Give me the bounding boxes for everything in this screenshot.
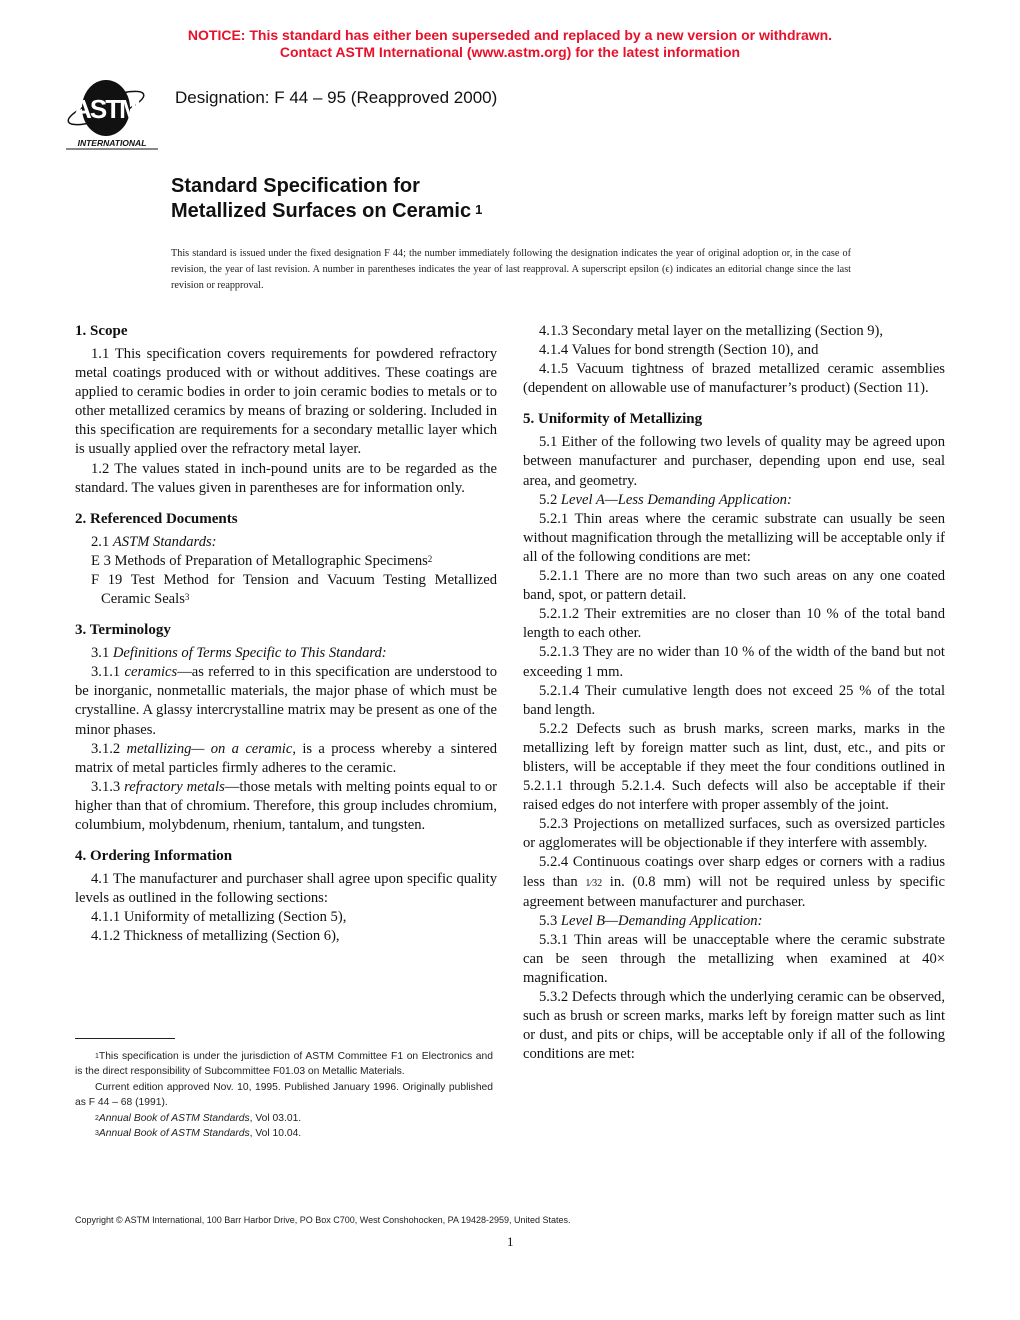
title-line-2: Metallized Surfaces on Ceramic $^1$	[171, 200, 483, 222]
paragraph: 5.3.1 Thin areas will be unacceptable where the ceramic substrate can be seen through the metallizing when examined at 40× magnification.	[523, 931, 945, 986]
definition: 3.1.2 metallizing— on a ceramic, is a process whereby a sintered matrix of metal particles firmly adheres to the ceramic.	[75, 740, 497, 776]
page-number: 1	[507, 1234, 514, 1249]
astm-international-logo-icon	[64, 78, 160, 150]
list-item: 4.1.2 Thickness of metallizing (Section 6),	[91, 928, 340, 945]
footnote-3: $^3$Annual Book of ASTM Standards, Vol 10.04.	[95, 1128, 302, 1140]
list-item: 4.1.4 Values for bond strength (Section 10), and	[539, 342, 819, 359]
left-column	[75, 322, 497, 946]
footnote-divider	[75, 1038, 175, 1039]
paragraph: 5.1 Either of the following two levels of quality may be agreed upon between manufacturer and purchaser, depending upon end use, seal area, and geometry.	[523, 434, 945, 489]
reference-item: E 3 Methods of Preparation of Metallographic Specimens$^2$	[91, 552, 433, 569]
paragraph: 5.3 Level B—Demanding Application:	[539, 912, 763, 929]
section-scope	[75, 322, 497, 498]
issued-note: This standard is issued under the fixed designation F 44; the number immediately following the designation indicates the year of original adoption or, in the case of revision, the year of last revision. A number in parentheses indicates the year of last reapproval. A superscript epsilon (ϵ) indicates an editorial change since the last revision or reapproval.	[171, 248, 851, 291]
right-column	[523, 322, 945, 1064]
list-item: 4.1.3 Secondary metal layer on the metallizing (Section 9),	[539, 323, 884, 339]
paragraph: 5.2.1.2 Their extremities are no closer than 10 % of the total band length to each other.	[523, 606, 945, 642]
section-uniformity-of-metallizing	[523, 410, 945, 1064]
svg-text:ASTM: ASTM	[73, 94, 139, 124]
section-heading: 2. Referenced Documents	[75, 510, 238, 527]
paragraph: 5.2.1.1 There are no more than two such areas on any one coated band, spot, or pattern detail.	[523, 568, 945, 604]
notice-line-2: Contact ASTM International (www.astm.org) for the latest information	[279, 44, 741, 60]
title-line-1: Standard Specification for	[171, 175, 420, 197]
paragraph: 2.1 ASTM Standards:	[91, 533, 217, 550]
title-footnote-ref: 1	[475, 202, 483, 217]
paragraph: 1.2 The values stated in inch-pound units are to be regarded as the standard. The values given in parentheses are for information only.	[75, 460, 497, 496]
svg-text:INTERNATIONAL: INTERNATIONAL	[77, 138, 147, 148]
paragraph: 1.1 This specification covers requirements for powdered refractory metal coatings produced with or without additives. These coatings are applied to ceramic bodies in order to join ceramic bodies to metals or to other metallized ceramics by means of brazing or soldering. Included in this specification are requirements for a secondary metallic layer which is usually applied over the refractory metal layer.	[75, 346, 497, 458]
paragraph: 5.2.4 Continuous coatings over sharp edges or corners with a radius less than 1⁄32 in. (0.8 mm) will not be required unless by specific agreement between manufacturer and purchaser.	[523, 854, 945, 910]
designation: Designation: F 44 – 95 (Reapproved 2000)	[175, 88, 498, 107]
footnote-2: $^2$Annual Book of ASTM Standards, Vol 03.01.	[95, 1112, 302, 1124]
list-item: 4.1.1 Uniformity of metallizing (Section 5),	[91, 909, 347, 926]
section-heading: 5. Uniformity of Metallizing	[523, 411, 703, 428]
section-heading: 4. Ordering Information	[75, 848, 233, 865]
section-heading: 3. Terminology	[75, 622, 171, 639]
section-ordering-information	[75, 847, 497, 946]
definition: 3.1.3 refractory metals—those metals with melting points equal to or higher than that of chromium. Therefore, this group includes chromium, columbium, molybdenum, rhenium, tantalum, and tungsten.	[75, 778, 497, 833]
paragraph: 5.3.2 Defects through which the underlying ceramic can be observed, such as brush or screen marks, marks left by foreign matter such as lint or dust, and pits or chips, will be acceptable only if all of the following conditions are met:	[523, 989, 945, 1063]
section-referenced-documents	[75, 510, 497, 609]
footnotes	[75, 1049, 493, 1141]
section-terminology	[75, 621, 497, 835]
section-heading: 1. Scope	[75, 323, 128, 339]
paragraph: 5.2.2 Defects such as brush marks, screen marks, marks in the metallizing left by foreign matter such as lint, dust, etc., and pits or blisters, will be acceptable if they meet the four conditions outlined in 5.2.1.1 through 5.2.1.4. Such defects will also be acceptable if their raised edges do not interfere with proper assembly of the joint.	[523, 720, 945, 814]
reference-item: F 19 Test Method for Tension and Vacuum Testing Metallized Ceramic Seals$^3$	[91, 571, 497, 608]
paragraph: 5.2.1 Thin areas where the ceramic substrate can usually be seen without magnification through the metallizing will be acceptable only if all of the following conditions are met:	[523, 510, 945, 565]
definition: 3.1.1 ceramics—as referred to in this specification are understood to be inorganic, nonmetallic materials, the major phase of which must be crystalline. A glassy intercrystalline matrix may be present as one of the minor phases.	[75, 664, 497, 738]
paragraph: 5.2.1.4 Their cumulative length does not exceed 25 % of the total band length.	[523, 682, 945, 718]
footnote-1: $^1$This specification is under the jurisdiction of ASTM Committee F1 on Electronics and is the direct responsibility of Subcommittee F01.03 on Metallic Materials.	[75, 1051, 493, 1078]
withdrawal-notice	[0, 27, 1020, 61]
paragraph: 5.2.3 Projections on metallized surfaces, such as oversized particles or agglomerates will be objectionable if they interfere with assembly.	[523, 816, 945, 852]
paragraph: 3.1 Definitions of Terms Specific to This Standard:	[91, 645, 387, 662]
paragraph: 5.2 Level A—Less Demanding Application:	[539, 491, 792, 508]
list-item: 4.1.5 Vacuum tightness of brazed metallized ceramic assemblies (dependent on allowable use of manufacturer’s product) (Section 11).	[523, 361, 945, 397]
footnote-1-edition: Current edition approved Nov. 10, 1995. Published January 1996. Originally published as F 44 – 68 (1991).	[75, 1081, 493, 1109]
notice-line-1: NOTICE: This standard has either been superseded and replaced by a new version or withdrawn.	[187, 27, 833, 43]
copyright-notice: Copyright © ASTM International, 100 Barr Harbor Drive, PO Box C700, West Conshohocken, PA 19428-2959, United States.	[75, 1215, 571, 1225]
paragraph: 4.1 The manufacturer and purchaser shall agree upon specific quality levels as outlined in the following sections:	[75, 871, 497, 907]
document-title	[171, 174, 482, 224]
paragraph: 5.2.1.3 They are no wider than 10 % of the width of the band but not exceeding 1 mm.	[523, 644, 945, 680]
